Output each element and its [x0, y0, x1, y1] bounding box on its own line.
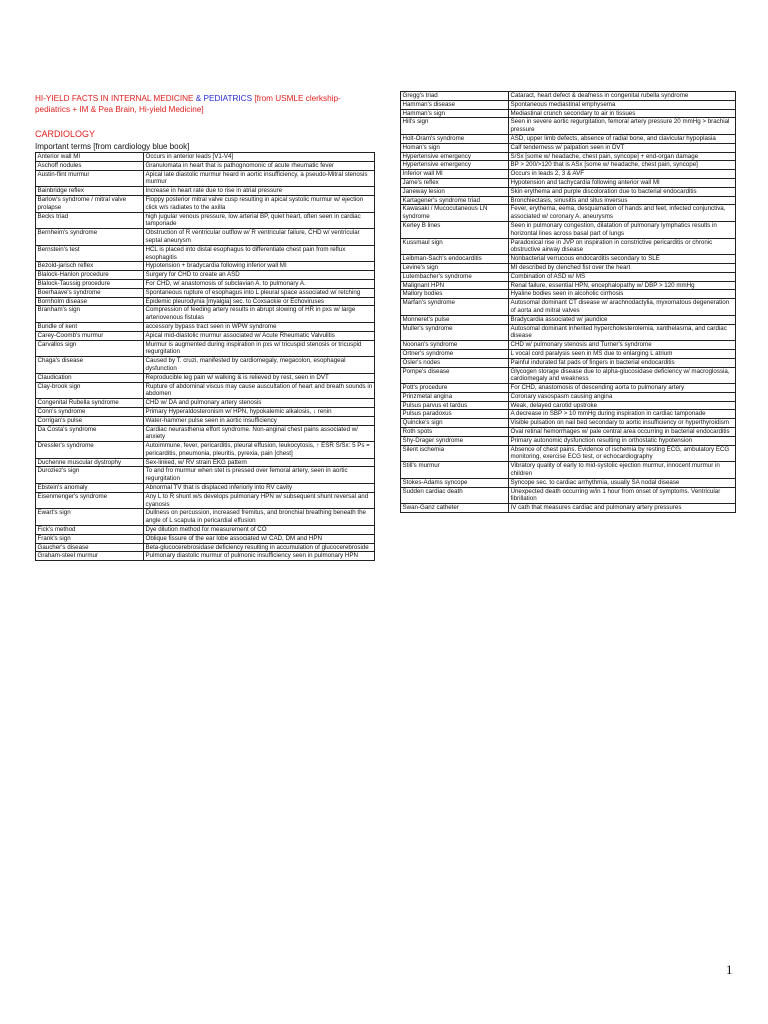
definition-cell: Floppy posterior mitral valve cusp resulting in apical systolic murmur w/ ejection click w/s radiates to the axilla [144, 195, 375, 212]
table-row [401, 238, 736, 255]
table-row [401, 143, 736, 152]
term-cell: Boerhaave's syndrome [36, 288, 144, 297]
definition-cell: Any L to R shunt w/s develops pulmonary HPN w/ subsequent shunt reversal and cyanosis [144, 492, 375, 509]
term-cell: Dressler's syndrome [36, 442, 144, 459]
table-row [36, 373, 375, 382]
table-row [401, 384, 736, 393]
term-cell: Anterior wall MI [36, 153, 144, 162]
definition-cell: Bronchiectasis, sinusitis and situs inversus [509, 196, 736, 205]
definition-cell: Dye dilution method for measurement of CO [144, 526, 375, 535]
term-cell: Prinzmetal angina [401, 392, 509, 401]
definition-cell: Rupture of abdominal viscus may cause auscultation of heart and breath sounds in abdomen [144, 382, 375, 399]
definition-cell: Beta-glucocerebrosidase deficiency resulting in accumulation of glucocerebroside [144, 543, 375, 552]
term-cell: Branham's sign [36, 306, 144, 323]
table-row [401, 401, 736, 410]
term-cell: Sudden cardiac death [401, 487, 509, 504]
definition-cell: Calf tenderness w/ palpation seen in DVT [509, 143, 736, 152]
definition-cell: Visible pulsation on nail bed secondary to aortic insufficiency or hyperthyroidism [509, 419, 736, 428]
definition-cell: Painful indurated fat pads of fingers in bacterial endocarditis [509, 358, 736, 367]
table-row [401, 281, 736, 290]
term-cell: Still's murmur [401, 462, 509, 479]
table-row [401, 428, 736, 437]
table-row [36, 382, 375, 399]
definition-cell: Coronary vasospasm causing angina [509, 392, 736, 401]
right-terms-table [400, 91, 736, 513]
table-row [401, 178, 736, 187]
definition-cell: Spontaneous rupture of esophagus into L pleural space associated w/ retching [144, 288, 375, 297]
table-row [401, 445, 736, 462]
term-cell: Silent ischemia [401, 445, 509, 462]
definition-cell: Hypotension + bradycardia following inferior wall MI [144, 262, 375, 271]
table-row [36, 534, 375, 543]
definition-cell: Cataract, heart defect & deafness in congenital rubella syndrome [509, 92, 736, 101]
table-row [36, 357, 375, 374]
term-cell: Marfan's syndrome [401, 299, 509, 316]
definition-cell: A decrease in SBP > 10 mmHg during inspiration in cardiac tamponade [509, 410, 736, 419]
definition-cell: Vibratory quality of early to mid-systolic ejection murmur, innocent murmur in children [509, 462, 736, 479]
term-cell: Fick's method [36, 526, 144, 535]
term-cell: Pulsus paradoxus [401, 410, 509, 419]
table-row [401, 100, 736, 109]
definition-cell: Renal failure, essential HPN, encephalopathy w/ DBP > 120 mmHg [509, 281, 736, 290]
term-cell: Hill's sign [401, 118, 509, 135]
term-cell: Swan-Ganz catheter [401, 504, 509, 513]
definition-cell: ASD, upper limb defects, absence of radial bone, and clavicular hypoplasia [509, 134, 736, 143]
table-row [36, 187, 375, 196]
table-row [401, 367, 736, 384]
definition-cell: Autoimmune, fever, pericarditis, pleural effusion, leukocytosis, ↑ ESR S/Sx: 5 Ps = pericarditis, pneumonia, pleuritis, pyrexia, pain [chest] [144, 442, 375, 459]
title-source: [from USMLE clerkship-pediatrics + IM & Pea Brain, Hi-yield Medicine] [35, 94, 341, 114]
term-cell: Pott's procedure [401, 384, 509, 393]
term-cell: Chaga's disease [36, 357, 144, 374]
definition-cell: Abnormal TV that is displaced inferiorly into RV cavity [144, 484, 375, 493]
term-cell: Hamman's disease [401, 100, 509, 109]
term-cell: Pulsus parvus et tardus [401, 401, 509, 410]
term-cell: Ewart's sign [36, 509, 144, 526]
definition-cell: Cardiac neurasthenia effort syndrome. Non-anginal chest pains associated w/ anxiety [144, 425, 375, 442]
term-cell: Holt-Oram's syndrome [401, 134, 509, 143]
term-cell: Kartagener's syndrome triad [401, 196, 509, 205]
term-cell: Bainbridge reflex [36, 187, 144, 196]
definition-cell: Apical mid-diastolic murmur associated w/ Acute Rheumatic Valvulitis [144, 331, 375, 340]
definition-cell: Unexpected death occurring w/in 1 hour from onset of symptoms. Ventricular fibrillation [509, 487, 736, 504]
term-cell: Shy-Drager syndrome [401, 436, 509, 445]
term-cell: Kawasaki / Mucocutaneous LN syndrome [401, 205, 509, 222]
definition-cell: Bradycardia associated w/ jaundice [509, 315, 736, 324]
table-row [36, 442, 375, 459]
term-cell: Levine's sign [401, 263, 509, 272]
term-cell: Quincke's sign [401, 419, 509, 428]
term-cell: Aschoff nodules [36, 161, 144, 170]
definition-cell: S/Sx [some w/ headache, chest pain, syncope] + end-organ damage [509, 152, 736, 161]
table-row [36, 229, 375, 246]
term-cell: Pompe's disease [401, 367, 509, 384]
term-cell: Kerley B lines [401, 221, 509, 238]
definition-cell: Hyaline bodies seen in alcoholic cirrhosis [509, 290, 736, 299]
table-row [36, 170, 375, 187]
table-row [401, 349, 736, 358]
table-row [401, 324, 736, 341]
term-cell: Becks triad [36, 212, 144, 229]
definition-cell: Nonbacterial verrucous endocarditis secondary to SLE [509, 255, 736, 264]
term-cell: Leibman-Sach's endocarditis [401, 255, 509, 264]
table-row [401, 290, 736, 299]
definition-cell: Occurs in anterior leads [V1-V4] [144, 153, 375, 162]
table-row [36, 212, 375, 229]
table-row [36, 484, 375, 493]
term-cell: Frank's sign [36, 534, 144, 543]
table-row [401, 436, 736, 445]
table-row [401, 315, 736, 324]
term-cell: Osler's nodes [401, 358, 509, 367]
definition-cell: Spontaneous mediastinal emphysema [509, 100, 736, 109]
definition-cell: For CHD, anastomosis of descending aorta to pulmonary artery [509, 384, 736, 393]
definition-cell: MI described by clenched fist over the heart [509, 263, 736, 272]
table-row [401, 170, 736, 179]
definition-cell: BP > 200/>120 that is ASx [some w/ headache, chest pain, syncope] [509, 161, 736, 170]
definition-cell: Combination of ASD w/ MS [509, 272, 736, 281]
table-row [401, 478, 736, 487]
term-cell: Hypertensive emergency [401, 161, 509, 170]
table-row [401, 221, 736, 238]
table-row [36, 297, 375, 306]
term-cell: Duroziez's sign [36, 467, 144, 484]
table-row [36, 458, 375, 467]
table-row [401, 109, 736, 118]
term-cell: Ortner's syndrome [401, 349, 509, 358]
table-row [36, 467, 375, 484]
definition-cell: Murmur is augmented during inspiration in pxs w/ tricuspid stenosis or tricuspid regurgitation [144, 340, 375, 357]
definition-cell: Pulmonary diastolic murmur of pulmonic insufficiency seen in pulmonary HPN [144, 552, 375, 561]
definition-cell: Absence of chest pains. Evidence of ischemia by resting ECG, ambulatory ECG monitoring, exercise ECG test, or echocardiography [509, 445, 736, 462]
term-cell: Bornholm disease [36, 297, 144, 306]
term-cell: Hamman's sign [401, 109, 509, 118]
table-row [36, 195, 375, 212]
table-row [401, 263, 736, 272]
definition-cell: Occurs in leads 2, 3 & AVF [509, 170, 736, 179]
definition-cell: CHD w/ pulmonary stenosis and Turner's syndrome [509, 341, 736, 350]
table-row [401, 358, 736, 367]
section-subtitle: Important terms [from cardiology blue book] [35, 142, 190, 151]
table-row [401, 410, 736, 419]
definition-cell: Skin erythema and purple discoloration due to bacterial endocarditis [509, 187, 736, 196]
table-row [401, 205, 736, 222]
definition-cell: Compression of feeding artery results in abrupt slowing of HR in pxs w/ large arteriovenous fistulas [144, 306, 375, 323]
definition-cell: Weak, delayed carotid upstroke [509, 401, 736, 410]
definition-cell: Increase in heart rate due to rise in atrial pressure [144, 187, 375, 196]
term-cell: Roth spots [401, 428, 509, 437]
document-title: HI-YIELD FACTS IN INTERNAL MEDICINE [35, 94, 194, 103]
table-row [401, 341, 736, 350]
table-row [36, 543, 375, 552]
table-row [401, 152, 736, 161]
definition-cell: Dullness on percussion, increased fremitus, and bronchial breathing beneath the angle of L scapula in pericardial effusion [144, 509, 375, 526]
definition-cell: Granulomata in heart that is pathognomonic of acute rheumatic fever [144, 161, 375, 170]
term-cell: Inferior wall MI [401, 170, 509, 179]
table-row [36, 161, 375, 170]
term-cell: Ebstein's anomaly [36, 484, 144, 493]
table-row [401, 255, 736, 264]
table-row [36, 509, 375, 526]
table-row [401, 161, 736, 170]
table-row [36, 306, 375, 323]
table-row [36, 552, 375, 561]
table-row [401, 134, 736, 143]
definition-cell: Fever, erythema, eema, desquamation of hands and feet, infected conjunctiva, associated w/ coronary A. aneurysms [509, 205, 736, 222]
table-row [401, 118, 736, 135]
title-ampersand: & [195, 94, 202, 103]
definition-cell: Caused by T. cruzi, manifested by cardiomegaly, megacolon, esophageal dysfunction [144, 357, 375, 374]
definition-cell: Apical late diastolic murmur heard in aortic insufficiency, a pseudo-Mitral stenosis murmur [144, 170, 375, 187]
table-row [36, 492, 375, 509]
table-row [36, 262, 375, 271]
definition-cell: IV cath that measures cardiac and pulmonary artery pressures [509, 504, 736, 513]
table-row [401, 462, 736, 479]
term-cell: Carvallos sign [36, 340, 144, 357]
definition-cell: Epidemic pleurodynia [myalgia] sec. to Coxsackie or Echoviruses [144, 297, 375, 306]
term-cell: Blalock-Taussig procedure [36, 279, 144, 288]
term-cell: Bernstein's test [36, 245, 144, 262]
table-row [36, 279, 375, 288]
term-cell: Bernheim's syndrome [36, 229, 144, 246]
table-row [401, 196, 736, 205]
table-row [36, 288, 375, 297]
term-cell: Austin-flint murmur [36, 170, 144, 187]
definition-cell: Oblique fissure of the ear lobe associated w/ CAD, DM and HPN [144, 534, 375, 543]
term-cell: Duchenne muscular dystrophy [36, 458, 144, 467]
title-pediatrics: PEDIATRICS [203, 94, 253, 103]
definition-cell: Oval retinal hemorrhages w/ pale central area occurring in bacterial endocarditis [509, 428, 736, 437]
table-row [36, 407, 375, 416]
definition-cell: L vocal cord paralysis seen in MS due to enlarging L atrium [509, 349, 736, 358]
table-row [401, 92, 736, 101]
definition-cell: Autosomal dominant inherited hypercholesterolemia, xanthelasma, and cardiac disease [509, 324, 736, 341]
table-row [401, 299, 736, 316]
term-cell: Corrigan's pulse [36, 416, 144, 425]
section-heading: CARDIOLOGY [35, 129, 96, 139]
term-cell: Malignant HPN [401, 281, 509, 290]
definition-cell: Seen in severe aortic regurgitation, femoral artery pressure 20 mmHg > brachial pressure [509, 118, 736, 135]
table-row [36, 245, 375, 262]
term-cell: Da Costa's syndrome [36, 425, 144, 442]
definition-cell: Syncope sec. to cardiac arrhythmia, usually SA nodal disease [509, 478, 736, 487]
definition-cell: Reproducible leg pain w/ walking & is relieved by rest, seen in DVT [144, 373, 375, 382]
term-cell: Barlow's syndrome / mitral valve prolapse [36, 195, 144, 212]
term-cell: Monneret's pulse [401, 315, 509, 324]
definition-cell: Glycogen storage disease due to alpha-glucosidase deficiency w/ macroglossia, cardiomegaly and weakness [509, 367, 736, 384]
table-row [36, 153, 375, 162]
term-cell: Bezold-jarisch reflex [36, 262, 144, 271]
definition-cell: For CHD, w/ anastomosis of subclavian A. to pulmonary A. [144, 279, 375, 288]
term-cell: Gregg's triad [401, 92, 509, 101]
definition-cell: high jugular venous pressure, low arterial BP, quiet heart, often seen in cardiac tamponade [144, 212, 375, 229]
definition-cell: Autosomal dominant CT disease w/ arachnodactylia, myxomatous degeneration of aorta and mitral valves [509, 299, 736, 316]
definition-cell: Primary autonomic dysfunction resulting in orthostatic hypotension [509, 436, 736, 445]
table-row [36, 416, 375, 425]
document-header [35, 93, 375, 115]
left-terms-table [35, 152, 375, 561]
table-row [36, 526, 375, 535]
definition-cell: Surgery for CHD to create an ASD [144, 271, 375, 280]
table-row [36, 340, 375, 357]
definition-cell: Mediastinal crunch secondary to air in tissues [509, 109, 736, 118]
page-number: 1 [726, 962, 733, 977]
table-row [401, 487, 736, 504]
term-cell: Clay-brook sign [36, 382, 144, 399]
definition-cell: CHD w/ DA and pulmonary artery stenosis [144, 399, 375, 408]
term-cell: Claudication [36, 373, 144, 382]
definition-cell: Hypotension and tachycardia following anterior wall MI [509, 178, 736, 187]
table-row [36, 322, 375, 331]
term-cell: Jame's reflex [401, 178, 509, 187]
term-cell: Janeway lesion [401, 187, 509, 196]
table-row [401, 187, 736, 196]
term-cell: Blalock-Hanlon procedure [36, 271, 144, 280]
table-row [36, 399, 375, 408]
term-cell: Kussmaul sign [401, 238, 509, 255]
definition-cell: Primary Hyperaldosteronism w/ HPN, hypokalemic alkalosis, ↓ renin [144, 407, 375, 416]
term-cell: Carey-Coomb's murmur [36, 331, 144, 340]
term-cell: Mallory bodies [401, 290, 509, 299]
term-cell: Graham-steel murmur [36, 552, 144, 561]
term-cell: Gaucher's disease [36, 543, 144, 552]
term-cell: Homan's sign [401, 143, 509, 152]
definition-cell: accessory bypass tract seen in WPW syndrome [144, 322, 375, 331]
table-row [401, 272, 736, 281]
definition-cell: Obstruction of R ventricular outflow w/ R ventricular failure, CHD w/ ventricular septal aneurysm [144, 229, 375, 246]
definition-cell: To and fro murmur when stet is pressed over femoral artery, seen in aortic regurgitation [144, 467, 375, 484]
term-cell: Stokes-Adams syncope [401, 478, 509, 487]
term-cell: Muller's syndrome [401, 324, 509, 341]
table-row [36, 271, 375, 280]
definition-cell: Paradoxical rise in JVP on inspiration in constrictive pericarditis or chronic obstructive airway disease [509, 238, 736, 255]
definition-cell: HCL is placed into distal esophagus to differentiate chest pain from reflux esophagitis [144, 245, 375, 262]
term-cell: Noonan's syndrome [401, 341, 509, 350]
table-row [36, 425, 375, 442]
table-row [36, 331, 375, 340]
term-cell: Hypertensive emergency [401, 152, 509, 161]
term-cell: Lutembacher's syndrome [401, 272, 509, 281]
table-row [401, 504, 736, 513]
definition-cell: Seen in pulmonary congestion, dilatation of pulmonary lymphatics results in horizontal lines across basal part of lungs [509, 221, 736, 238]
definition-cell: Water-hammer pulse seen in aortic insufficiency [144, 416, 375, 425]
term-cell: Bundle of kent [36, 322, 144, 331]
term-cell: Conn's syndrome [36, 407, 144, 416]
table-row [401, 419, 736, 428]
definition-cell: Sex-linked, w/ RV strain EKG pattern [144, 458, 375, 467]
term-cell: Congenital Rubella syndrome [36, 399, 144, 408]
table-row [401, 392, 736, 401]
term-cell: Eisenmenger's syndrome [36, 492, 144, 509]
